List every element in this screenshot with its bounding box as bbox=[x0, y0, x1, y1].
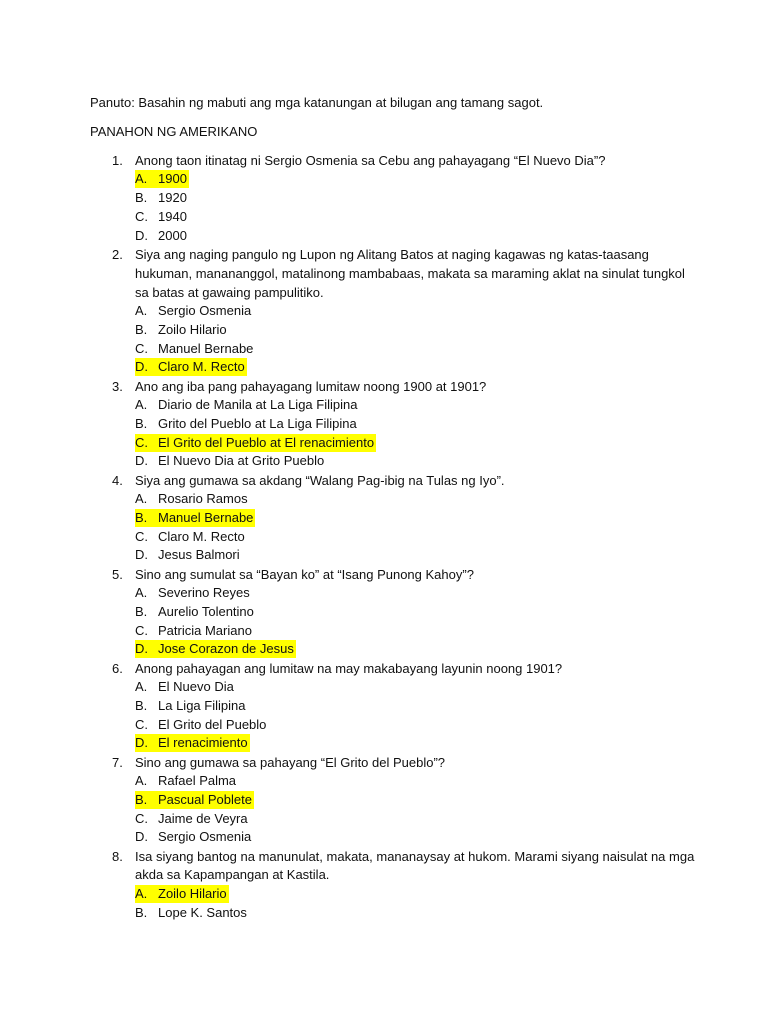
answer-option-correct[interactable] bbox=[135, 358, 247, 376]
option-letter: B. bbox=[135, 791, 148, 807]
option-text: El Grito del Pueblo at El renacimiento bbox=[158, 434, 375, 450]
option-letter: A. bbox=[135, 171, 148, 187]
answer-option[interactable] bbox=[135, 810, 250, 828]
option-letter: C. bbox=[135, 434, 148, 450]
question-text: Sino ang gumawa sa pahayang “El Grito del Pueblo”? bbox=[135, 754, 446, 770]
question-text: sa batas at gawaing pampulitiko. bbox=[135, 284, 324, 300]
option-letter: B. bbox=[135, 190, 148, 206]
answer-option[interactable] bbox=[135, 340, 255, 358]
answer-option-correct[interactable] bbox=[135, 885, 229, 903]
question-number: 1. bbox=[112, 153, 123, 168]
option-letter: C. bbox=[135, 528, 148, 544]
option-text: El Nuevo Dia bbox=[158, 678, 234, 694]
option-letter: C. bbox=[135, 810, 148, 826]
answer-option[interactable] bbox=[135, 716, 268, 734]
question-text: Isa siyang bantog na manunulat, makata, mananaysay at hukom. Marami siyang naisulat na mga bbox=[135, 848, 695, 864]
question-text: Siya ang naging pangulo ng Lupon ng Alitang Batos at naging kagawas ng katas-taasang bbox=[135, 247, 649, 262]
option-text: Pascual Poblete bbox=[158, 791, 252, 807]
option-letter: A. bbox=[135, 885, 148, 901]
option-text: El Nuevo Dia at Grito Pueblo bbox=[158, 453, 325, 469]
option-text: La Liga Filipina bbox=[158, 697, 246, 713]
answer-option[interactable] bbox=[135, 603, 256, 621]
question-number: 2. bbox=[112, 247, 123, 262]
option-letter: C. bbox=[135, 716, 148, 732]
option-letter: D. bbox=[135, 359, 148, 375]
answer-option[interactable] bbox=[135, 622, 254, 640]
question-text: Sino ang sumulat sa “Bayan ko” at “Isang Punong Kahoy”? bbox=[135, 566, 474, 582]
answer-option[interactable] bbox=[135, 584, 252, 602]
question-number: 3. bbox=[112, 378, 123, 394]
option-text: Aurelio Tolentino bbox=[158, 603, 254, 619]
question-text: Siya ang gumawa sa akdang “Walang Pag-ibig na Tulas ng Iyo”. bbox=[135, 472, 505, 488]
option-letter: D. bbox=[135, 829, 148, 845]
answer-option[interactable] bbox=[135, 321, 229, 339]
option-text: Patricia Mariano bbox=[158, 622, 252, 638]
option-text: Sergio Osmenia bbox=[158, 302, 252, 318]
answer-option-correct[interactable] bbox=[135, 509, 255, 527]
option-letter: A. bbox=[135, 490, 148, 506]
option-text: Claro M. Recto bbox=[158, 359, 245, 375]
answer-option[interactable] bbox=[135, 528, 247, 546]
option-text: Sergio Osmenia bbox=[158, 829, 252, 845]
option-text: Grito del Pueblo at La Liga Filipina bbox=[158, 415, 357, 431]
option-letter: A. bbox=[135, 584, 148, 600]
option-text: Rafael Palma bbox=[158, 772, 237, 788]
question-number: 7. bbox=[112, 754, 123, 770]
answer-option[interactable] bbox=[135, 697, 247, 715]
option-letter: D. bbox=[135, 227, 148, 243]
question-text: akda sa Kapampangan at Kastila. bbox=[135, 867, 330, 883]
option-letter: B. bbox=[135, 415, 148, 431]
option-letter: C. bbox=[135, 340, 148, 356]
answer-option-correct[interactable] bbox=[135, 434, 376, 452]
question-text: hukuman, manananggol, matalinong mambabaas, makata sa maraming aklat na sinulat tungkol bbox=[135, 265, 685, 281]
option-letter: C. bbox=[135, 622, 148, 638]
option-text: Jesus Balmori bbox=[158, 547, 240, 563]
option-letter: B. bbox=[135, 697, 148, 713]
answer-option[interactable] bbox=[135, 189, 189, 207]
option-letter: D. bbox=[135, 641, 148, 657]
answer-option[interactable] bbox=[135, 302, 253, 320]
question-text: Anong taon itinatag ni Sergio Osmenia sa Cebu ang pahayagang “El Nuevo Dia”? bbox=[135, 153, 606, 168]
answer-option[interactable] bbox=[135, 772, 238, 790]
answer-option-correct[interactable] bbox=[135, 640, 296, 658]
option-letter: A. bbox=[135, 302, 148, 318]
answer-option-correct[interactable] bbox=[135, 734, 250, 752]
option-letter: A. bbox=[135, 772, 148, 788]
answer-option[interactable] bbox=[135, 208, 189, 226]
option-text: 1940 bbox=[158, 208, 187, 224]
option-letter: A. bbox=[135, 396, 148, 412]
option-text: Jaime de Veyra bbox=[158, 810, 248, 826]
option-letter: D. bbox=[135, 735, 148, 751]
option-text: Diario de Manila at La Liga Filipina bbox=[158, 396, 358, 412]
option-text: El Grito del Pueblo bbox=[158, 716, 267, 732]
answer-option[interactable] bbox=[135, 452, 326, 470]
answer-option[interactable] bbox=[135, 490, 250, 508]
option-text: Lope K. Santos bbox=[158, 904, 247, 920]
option-text: Zoilo Hilario bbox=[158, 885, 227, 901]
option-letter: B. bbox=[135, 509, 148, 525]
answer-option[interactable] bbox=[135, 227, 189, 245]
question-text: Anong pahayagan ang lumitaw na may makabayang layunin noong 1901? bbox=[135, 660, 563, 676]
option-text: Jose Corazon de Jesus bbox=[158, 641, 294, 657]
option-text: Manuel Bernabe bbox=[158, 340, 254, 356]
option-text: Zoilo Hilario bbox=[158, 321, 227, 337]
question-number: 4. bbox=[112, 472, 123, 488]
option-letter: D. bbox=[135, 547, 148, 563]
option-letter: B. bbox=[135, 603, 148, 619]
answer-option[interactable] bbox=[135, 904, 249, 922]
answer-option[interactable] bbox=[135, 828, 253, 846]
option-text: Claro M. Recto bbox=[158, 528, 245, 544]
answer-option[interactable] bbox=[135, 546, 242, 564]
answer-option[interactable] bbox=[135, 415, 359, 433]
question-number: 6. bbox=[112, 660, 123, 676]
option-letter: C. bbox=[135, 208, 148, 224]
question-number: 8. bbox=[112, 848, 123, 864]
option-text: El renacimiento bbox=[158, 735, 248, 751]
option-text: 1900 bbox=[158, 171, 187, 187]
question-text: Ano ang iba pang pahayagang lumitaw noong 1900 at 1901? bbox=[135, 378, 487, 394]
section-title: PANAHON NG AMERIKANO bbox=[90, 124, 258, 139]
option-text: 1920 bbox=[158, 190, 187, 206]
answer-option-correct[interactable] bbox=[135, 170, 189, 188]
option-text: 2000 bbox=[158, 227, 187, 243]
option-letter: B. bbox=[135, 904, 148, 920]
option-text: Manuel Bernabe bbox=[158, 509, 254, 525]
option-text: Severino Reyes bbox=[158, 584, 250, 600]
option-letter: D. bbox=[135, 453, 148, 469]
option-letter: B. bbox=[135, 321, 148, 337]
answer-option[interactable] bbox=[135, 396, 359, 414]
answer-option[interactable] bbox=[135, 678, 236, 696]
answer-option-correct[interactable] bbox=[135, 791, 254, 809]
question-number: 5. bbox=[112, 566, 123, 582]
instructions: Panuto: Basahin ng mabuti ang mga katanungan at bilugan ang tamang sagot. bbox=[90, 95, 544, 110]
option-text: Rosario Ramos bbox=[158, 490, 248, 506]
option-letter: A. bbox=[135, 678, 148, 694]
